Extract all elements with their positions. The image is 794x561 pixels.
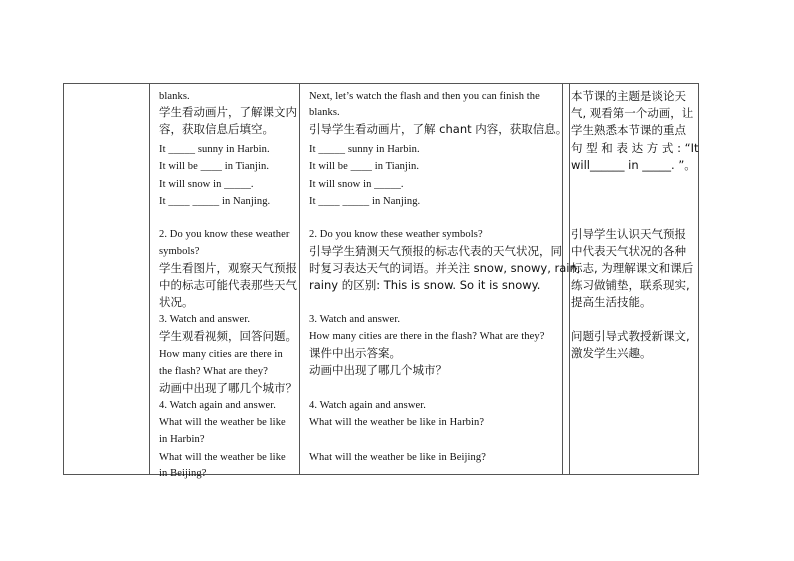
text-line: It will snow in _____. (159, 179, 254, 190)
text-line: It _____ sunny in Harbin. (159, 144, 270, 155)
text-line: Next, let’s watch the flash and then you can finish the (309, 91, 540, 102)
text-line: 动画中出现了哪几个城市？ (159, 381, 297, 395)
text-line: 学生看图片，观察天气预报 (159, 261, 297, 275)
text-line: What will the weather be like in Beijing? (309, 452, 487, 463)
text-line: What will the weather be like (159, 417, 286, 428)
text-line: blanks. (309, 107, 340, 118)
text-line: 2. Do you know these weather symbols? (309, 229, 483, 240)
text-line: the flash? What are they? (159, 366, 269, 377)
text-line: 问题引导式教授新课文, (571, 329, 690, 343)
text-line: 4. Watch again and answer. (159, 400, 277, 411)
text-line: 引导学生猜测天气预报的标志代表的天气状况，同 (309, 244, 562, 258)
text-line: 提高生活技能。 (571, 295, 652, 309)
text-line: in Beijing? (159, 468, 207, 479)
text-line: 标志, 为理解课文和课后 (571, 261, 694, 275)
text-line: How many cities are there in (159, 349, 283, 360)
text-line: 状况。 (159, 295, 194, 309)
text-line: What will the weather be like (159, 452, 286, 463)
column-divider (149, 84, 150, 474)
text-line: 3. Watch and answer. (309, 314, 401, 325)
column-divider (569, 84, 570, 474)
text-line: 课件中出示答案。 (309, 346, 401, 360)
lesson-plan-table (63, 83, 699, 479)
column-divider (299, 84, 300, 474)
text-line: 中的标志可能代表那些天气 (159, 278, 297, 292)
text-line: It will be ____ in Tianjin. (309, 161, 420, 172)
text-line: 学生观看视频，回答问题。 (159, 329, 297, 343)
text-line: It ____ _____ in Nanjing. (309, 196, 421, 207)
text-line: 练习做铺垫，联系现实, (571, 278, 690, 292)
text-line: 引导学生认识天气预报 (571, 227, 686, 241)
text-line: It will be ____ in Tianjin. (159, 161, 270, 172)
text-line: rainy 的区别: This is snow. So it is snowy. (309, 278, 541, 292)
text-line: How many cities are there in the flash? What are they? (309, 331, 545, 342)
text-line: It _____ sunny in Harbin. (309, 144, 420, 155)
text-line: 引导学生看动画片，了解 chant 内容，获取信息。 (309, 122, 568, 136)
text-line: 4. Watch again and answer. (309, 400, 427, 411)
text-line: will______ in _____. ”。 (571, 158, 696, 172)
text-line: 动画中出现了哪几个城市？ (309, 363, 447, 377)
text-line: 容，获取信息后填空。 (159, 122, 274, 136)
text-line: 中代表天气状况的各种 (571, 244, 686, 258)
text-line: 句 型 和 表 达 方 式 : “It (571, 141, 699, 155)
text-line: What will the weather be like in Harbin? (309, 417, 485, 428)
text-line: It ____ _____ in Nanjing. (159, 196, 271, 207)
text-line: It will snow in _____. (309, 179, 404, 190)
text-line: 激发学生兴趣。 (571, 346, 652, 360)
text-line: 气, 观看第一个动画，让 (571, 106, 694, 120)
text-line: symbols? (159, 246, 200, 257)
text-line: blanks. (159, 91, 190, 102)
column-divider (562, 84, 563, 474)
text-line: 2. Do you know these weather (159, 229, 290, 240)
text-line: 学生熟悉本节课的重点 (571, 123, 686, 137)
text-line: 本节课的主题是谈论天 (571, 89, 686, 103)
text-line: in Harbin? (159, 434, 205, 445)
text-line: 3. Watch and answer. (159, 314, 251, 325)
text-line: 学生看动画片，了解课文内 (159, 105, 297, 119)
text-line: 时复习表达天气的词语。并关注 snow, snowy, rain, (309, 261, 581, 275)
